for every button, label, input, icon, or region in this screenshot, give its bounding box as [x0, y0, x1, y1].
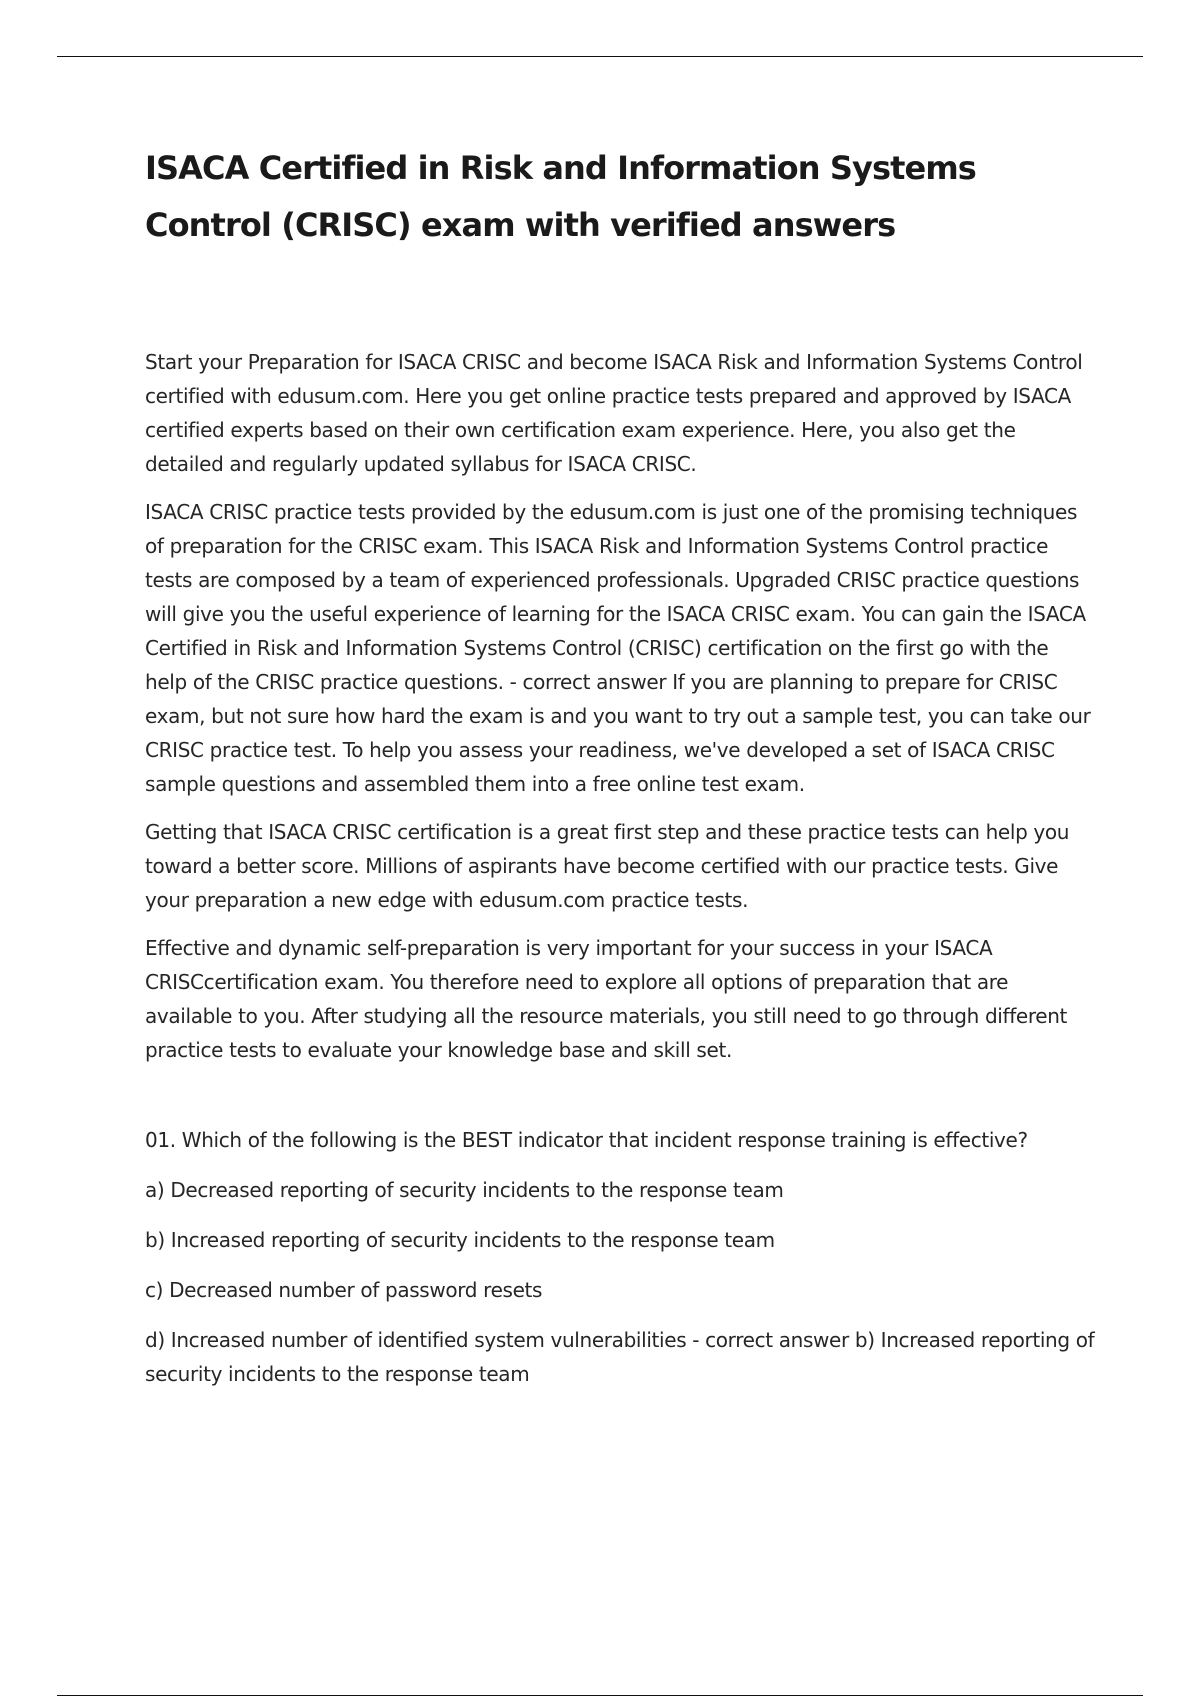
- answer-option: a) Decreased reporting of security incidents to the response team: [145, 1178, 784, 1202]
- intro-paragraph: ISACA CRISC practice tests provided by the edusum.com is just one of the promising techniques of preparation for the CRISC exam. This ISACA Risk and Information Systems Control practice tests are composed by a team of experienced professionals. Upgraded CRISC practice questions will give you the useful experience of learning for the ISACA CRISC exam. You can gain the ISACA Certified in Risk and Information Systems Control (CRISC) certification on the first go with the help of the CRISC practice questions. - correct answer If you are planning to prepare for CRISC exam, but not sure how hard the exam is and you want to try out a sample test, you can take our CRISC practice test. To help you assess your readiness, we've developed a set of ISACA CRISC sample questions and assembled them into a free online test exam.: [145, 500, 1091, 796]
- footer-rule: [57, 1695, 1143, 1696]
- intro-section: [145, 345, 1095, 1067]
- answer-option: b) Increased reporting of security incidents to the response team: [145, 1228, 775, 1252]
- intro-paragraph: Start your Preparation for ISACA CRISC and become ISACA Risk and Information Systems Control certified with edusum.com. Here you get online practice tests prepared and approved by ISACA certified experts based on their own certification exam experience. Here, you also get the detailed and regularly updated syllabus for ISACA CRISC.: [145, 350, 1083, 476]
- answer-option: c) Decreased number of password resets: [145, 1278, 543, 1302]
- intro-paragraph: Getting that ISACA CRISC certification is a great first step and these practice tests can help you toward a better score. Millions of aspirants have become certified with our practice tests. Give your preparation a new edge with edusum.com practice tests.: [145, 820, 1070, 912]
- question-block: [145, 1123, 1095, 1391]
- header-rule: [57, 56, 1143, 57]
- intro-paragraph: Effective and dynamic self-preparation is very important for your success in your ISACA CRISCcertification exam. You therefore need to explore all options of preparation that are available to you. After studying all the resource materials, you still need to go through different practice tests to evaluate your knowledge base and skill set.: [145, 936, 1068, 1062]
- question-text: 01. Which of the following is the BEST indicator that incident response training is effective?: [145, 1128, 1028, 1152]
- document-body: [145, 140, 1095, 1407]
- answer-option: d) Increased number of identified system vulnerabilities - correct answer b) Increased reporting of security incidents to the response team: [145, 1328, 1095, 1386]
- document-title: ISACA Certified in Risk and Information Systems Control (CRISC) exam with verified answers: [145, 149, 976, 244]
